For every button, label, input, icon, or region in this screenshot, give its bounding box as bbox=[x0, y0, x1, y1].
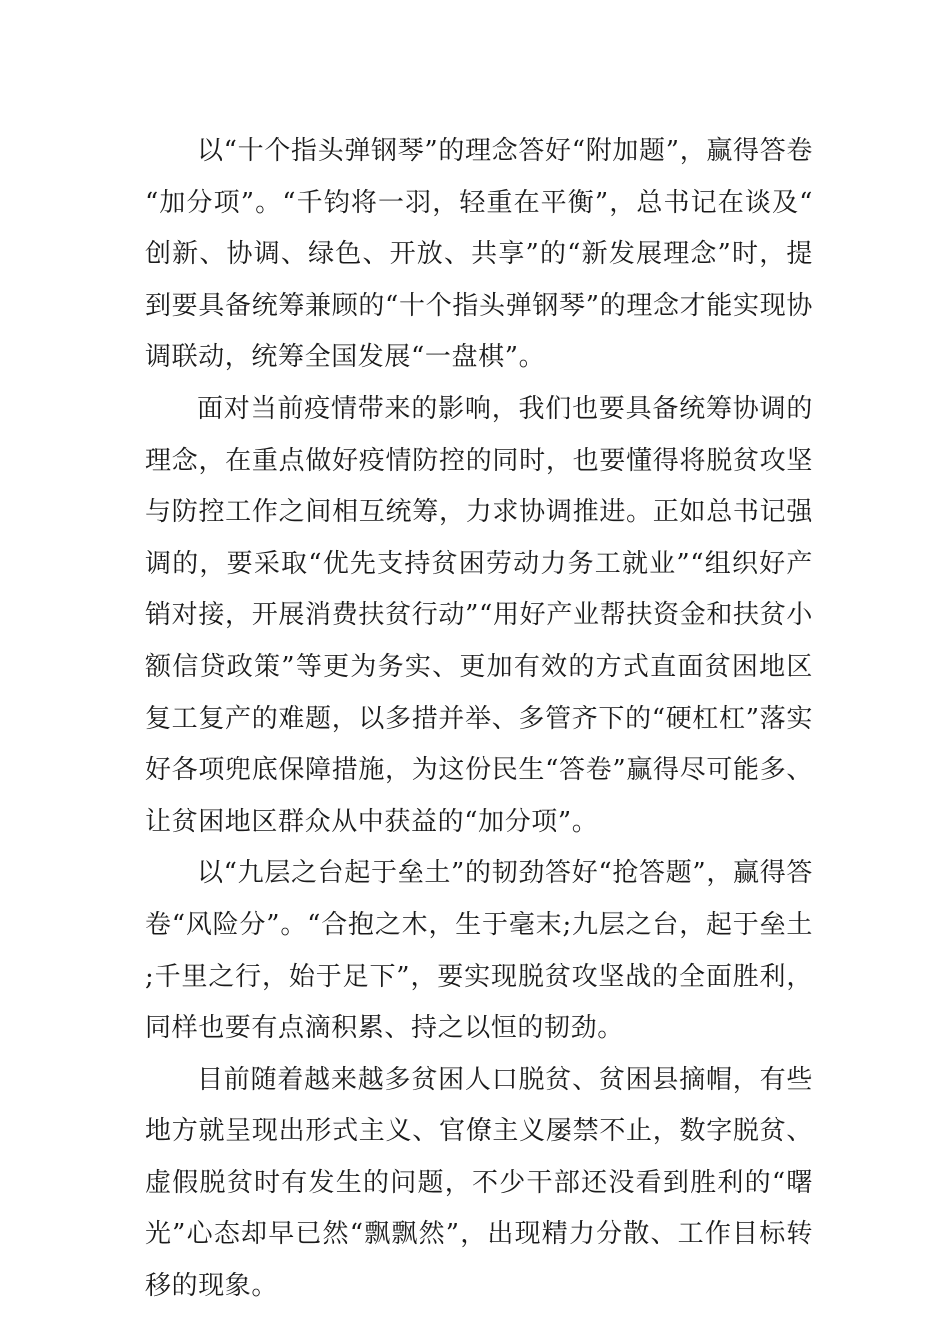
paragraph-3: 以“九层之台起于垒土”的韧劲答好“抢答题”，赢得答卷“风险分”。“合抱之木，生于毫末;九层之台，起于垒土;千里之行，始于足下”，要实现脱贫攻坚战的全面胜利，同样也要有点滴积累、持之以恒的韧劲。 bbox=[145, 858, 813, 1044]
document-body bbox=[145, 126, 813, 1313]
paragraph-1: 以“十个指头弹钢琴”的理念答好“附加题”，赢得答卷“加分项”。“千钧将一羽，轻重在平衡”，总书记在谈及“创新、协调、绿色、开放、共享”的“新发展理念”时，提到要具备统筹兼顾的“十个指头弹钢琴”的理念才能实现协调联动，统筹全国发展“一盘棋”。 bbox=[145, 136, 813, 373]
paragraph-4: 目前随着越来越多贫困人口脱贫、贫困县摘帽，有些地方就呈现出形式主义、官僚主义屡禁不止，数字脱贫、虚假脱贫时有发生的问题，不少干部还没看到胜利的“曙光”心态却早已然“飘飘然”，出现精力分散、工作目标转移的现象。 bbox=[145, 1064, 813, 1302]
paragraph-2: 面对当前疫情带来的影响，我们也要具备统筹协调的理念，在重点做好疫情防控的同时，也要懂得将脱贫攻坚与防控工作之间相互统筹，力求协调推进。正如总书记强调的，要采取“优先支持贫困劳动力务工就业”“组织好产销对接，开展消费扶贫行动”“用好产业帮扶资金和扶贫小额信贷政策”等更为务实、更加有效的方式直面贫困地区复工复产的难题，以多措并举、多管齐下的“硬杠杠”落实好各项兜底保障措施，为这份民生“答卷”赢得尽可能多、让贫困地区群众从中获益的“加分项”。 bbox=[145, 393, 813, 837]
